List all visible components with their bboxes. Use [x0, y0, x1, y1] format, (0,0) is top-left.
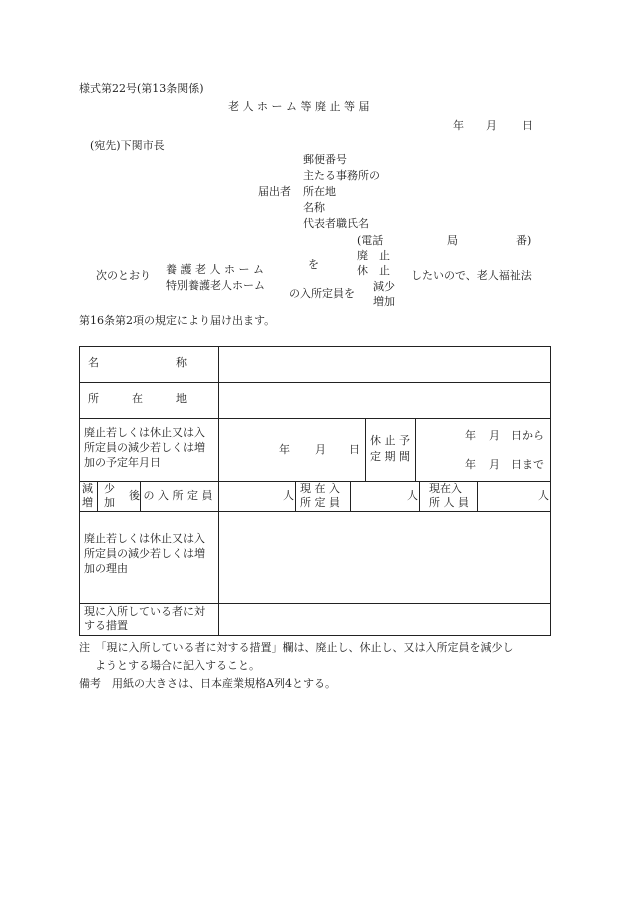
current-residents-unit: 人 [538, 489, 549, 502]
action-suspend: 休 止 [357, 264, 390, 277]
after-capacity-label: 後 の 入 所 定 員 [129, 489, 213, 502]
suspend-to-year: 年 [465, 458, 476, 471]
planned-date-label-3: 加の予定年月日 [84, 456, 161, 469]
reduce-label: 減 少 [82, 482, 115, 495]
increase-label: 増 加 [82, 496, 115, 509]
particle-wo: を [308, 258, 319, 271]
reason-field[interactable] [223, 516, 545, 598]
facility-type-2: 特別養護老人ホーム [166, 279, 265, 292]
name-label: 名称 [303, 201, 325, 214]
form-number: 様式第22号(第13条関係) [79, 82, 204, 95]
suspend-period-label-2: 定 期 間 [370, 450, 410, 463]
suspend-from-month: 月 [489, 429, 500, 442]
reason-label-3: 加の理由 [84, 562, 128, 575]
planned-date-day: 日 [349, 443, 360, 456]
facility-type-1: 養 護 老 人 ホ ー ム [166, 263, 264, 276]
action-reduce: 減少 [373, 280, 395, 293]
applicant-label: 届出者 [258, 185, 291, 198]
representative-label: 代表者職氏名 [303, 217, 369, 230]
current-capacity-label-1: 現 在 入 [300, 482, 340, 495]
facility-location-label: 所 在 地 [88, 392, 187, 405]
planned-date-month: 月 [315, 443, 326, 456]
form-table [79, 346, 551, 636]
reason-label-2: 所定員の減少若しくは増 [84, 547, 205, 560]
action-abolish: 廃 止 [357, 249, 390, 262]
office-prefix-label: 主たる事務所の [303, 169, 380, 182]
date-month: 月 [486, 119, 497, 132]
measures-field[interactable] [223, 606, 545, 632]
reason-label-1: 廃止若しくは休止又は入 [84, 532, 205, 545]
planned-date-label-1: 廃止若しくは休止又は入 [84, 426, 205, 439]
phone-label: (電話 [357, 234, 384, 247]
facility-location-field[interactable] [223, 386, 545, 414]
date-day: 日 [522, 119, 533, 132]
note-1-line-2: ようとする場合に記入すること。 [95, 659, 260, 672]
note-1-line-1: 注 「現に入所している者に対する措置」欄は、廃止し、休止し、又は入所定員を減少し [79, 641, 514, 654]
note-2: 備考 用紙の大きさは、日本産業規格A列4とする。 [79, 677, 336, 690]
after-capacity-unit: 人 [283, 489, 294, 502]
suspend-from-year: 年 [465, 429, 476, 442]
current-residents-label-1: 現在入 [429, 482, 462, 495]
suspend-from-day: 日から [511, 429, 544, 442]
declaration-tail-2: 第16条第2項の規定により届け出ます。 [79, 314, 276, 327]
phone-number-label: 番) [516, 234, 532, 247]
planned-date-year: 年 [279, 443, 290, 456]
measures-label-2: する措置 [84, 619, 128, 632]
phone-station-label: 局 [447, 234, 458, 247]
current-residents-label-2: 所 人 員 [429, 496, 469, 509]
addressee: (宛先)下関市長 [90, 139, 165, 152]
address-label: 所在地 [303, 185, 336, 198]
declaration-tail: したいので、老人福祉法 [411, 269, 532, 282]
suspend-to-day: 日まで [511, 458, 544, 471]
measures-label-1: 現に入所している者に対 [84, 605, 205, 618]
action-increase: 増加 [373, 295, 395, 308]
date-year: 年 [453, 119, 464, 132]
facility-name-label: 名 称 [88, 356, 187, 369]
postal-code-label: 郵便番号 [303, 153, 347, 166]
as-follows-text: 次のとおり [96, 269, 151, 282]
page-title: 老 人 ホ ー ム 等 廃 止 等 届 [228, 100, 370, 113]
current-capacity-label-2: 所 定 員 [300, 496, 340, 509]
suspend-period-label-1: 休 止 予 [370, 434, 410, 447]
facility-name-field[interactable] [223, 350, 545, 378]
planned-date-label-2: 所定員の減少若しくは増 [84, 441, 205, 454]
suspend-to-month: 月 [489, 458, 500, 471]
capacity-wo-text: の入所定員を [289, 287, 355, 300]
current-capacity-unit: 人 [407, 489, 418, 502]
